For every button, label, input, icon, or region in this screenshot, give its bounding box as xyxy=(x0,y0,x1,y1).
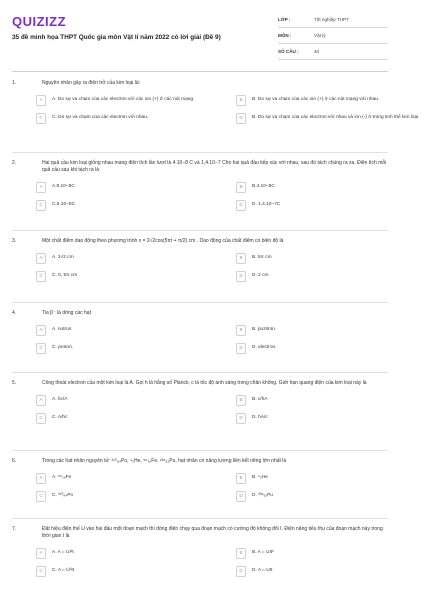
divider xyxy=(12,372,388,373)
option-key: C xyxy=(36,413,46,424)
question-2 xyxy=(12,160,388,212)
option-key: C xyxy=(36,491,46,502)
option-text: A. 2√2 cm xyxy=(52,255,74,260)
option-b[interactable] xyxy=(236,546,424,560)
option-text: C. ²¹⁰₈₄Po xyxy=(52,493,74,498)
meta-key: MÔN : xyxy=(278,33,292,38)
question-number: 1. xyxy=(12,80,17,86)
meta-key: LỚP : xyxy=(278,17,291,22)
question-number: 7. xyxy=(12,526,17,532)
worksheet-header xyxy=(12,0,388,72)
option-text: D. ²³⁸₉₂Pu xyxy=(252,493,273,498)
option-d[interactable] xyxy=(236,489,424,503)
question-4 xyxy=(12,310,388,355)
option-d[interactable] xyxy=(236,111,424,125)
option-c[interactable] xyxy=(36,564,224,578)
option-text: D. hA/c xyxy=(252,415,268,420)
question-text: Nguyên nhân gây ra điện trở của kim loại là: xyxy=(42,80,141,86)
meta-value: Vật lý xyxy=(314,33,326,38)
option-text: A.9.10−8C xyxy=(52,184,75,189)
option-text: D. A = UIt xyxy=(252,568,273,573)
option-text: C. proton. xyxy=(52,345,74,350)
option-key: A xyxy=(36,95,46,106)
question-number: 4. xyxy=(12,310,17,316)
option-key: B xyxy=(236,548,246,559)
option-b[interactable] xyxy=(236,393,424,407)
option-text: D. electron. xyxy=(252,345,277,350)
option-key: C xyxy=(36,200,46,211)
option-key: A xyxy=(36,182,46,193)
option-text: D. 2 cm xyxy=(252,273,269,278)
option-text: A. A = UI²t xyxy=(52,550,74,555)
document-title: 35 đề minh họa THPT Quốc gia môn Vật lí năm 2022 có lời giải (Đề 9) xyxy=(12,34,221,41)
divider xyxy=(12,302,388,303)
option-key: D xyxy=(236,491,246,502)
divider xyxy=(12,450,388,451)
option-text: C. Do sự va chạm của các electron với nhau. xyxy=(52,115,149,120)
option-d[interactable] xyxy=(236,564,424,578)
option-key: A xyxy=(36,548,46,559)
option-text: C. A = U²It xyxy=(52,568,74,573)
option-key: C xyxy=(36,113,46,124)
option-a[interactable] xyxy=(36,93,224,107)
option-text: B. ⁴₂He xyxy=(252,475,268,480)
question-text: Tia β⁻ là dòng các hạt xyxy=(42,310,91,316)
option-text: C. 0, 5π cm xyxy=(52,273,78,278)
option-b[interactable] xyxy=(236,93,424,107)
option-a[interactable] xyxy=(36,546,224,560)
option-text: D. 1,4.10−7C xyxy=(252,202,281,207)
option-c[interactable] xyxy=(36,198,224,212)
question-number: 2. xyxy=(12,160,17,166)
option-text: B.4.10−8C xyxy=(252,184,275,189)
divider xyxy=(12,152,388,153)
option-c[interactable] xyxy=(36,411,224,425)
option-text: C. A/hc xyxy=(52,415,68,420)
option-text: C.5.10−8C xyxy=(52,202,76,207)
option-key: D xyxy=(236,113,246,124)
option-text: B. c/hA xyxy=(252,397,268,402)
option-b[interactable] xyxy=(236,180,424,194)
option-b[interactable] xyxy=(236,323,424,337)
option-c[interactable] xyxy=(36,341,224,355)
meta-row-count xyxy=(278,44,388,60)
question-5 xyxy=(12,380,388,425)
option-key: A xyxy=(36,325,46,336)
option-a[interactable] xyxy=(36,471,224,485)
question-6 xyxy=(12,458,388,503)
meta-value: 40 xyxy=(314,49,320,54)
option-text: A. ⁵⁶₂₆Fe xyxy=(52,475,72,480)
option-key: A xyxy=(36,395,46,406)
option-key: C xyxy=(36,271,46,282)
option-key: D xyxy=(236,200,246,211)
option-key: D xyxy=(236,343,246,354)
question-7 xyxy=(12,526,388,578)
option-a[interactable] xyxy=(36,323,224,337)
option-key: D xyxy=(236,271,246,282)
option-key: B xyxy=(236,182,246,193)
question-number: 3. xyxy=(12,238,17,244)
question-text: Trong các hạt nhân nguyên tử: ²¹⁰₈₄Po, ⁴₂He, ⁵⁶₂₆Fe, ²³⁸₉₂Pu, hạt nhân có năng lượng liên kết riêng lớn nhất là xyxy=(42,458,287,464)
question-3 xyxy=(12,238,388,283)
quizizz-logo: QUIZIZZ xyxy=(12,14,67,29)
option-key: D xyxy=(236,566,246,577)
option-b[interactable] xyxy=(236,251,424,265)
meta-row-class xyxy=(278,12,388,28)
question-number: 5. xyxy=(12,380,17,386)
option-key: A xyxy=(36,253,46,264)
divider xyxy=(12,518,388,519)
question-text: Đặt hiệu điện thế U vào hai đầu một đoạn mạch thì dòng điện chạy qua đoạn mạch có cường độ không đổi I. Điện năng tiêu thụ của đoạn mạch này trong thời gian t là xyxy=(42,526,383,539)
question-text: Hai quả cầu kim loại giống nhau mang điện tích lần lượt là 4.10−8 C và 1,4.10−7 Cho hai quả đầu tiếp xúc với nhau, sau đó tách chúng ra xa. Điện tích mỗi quả cầu sau khi tách ra là xyxy=(42,160,387,173)
option-text: B. Do sự va chạm của các ion (+) ở các nút mạng với nhau. xyxy=(252,97,380,102)
option-key: B xyxy=(236,395,246,406)
option-d[interactable] xyxy=(236,341,424,355)
option-a[interactable] xyxy=(36,180,224,194)
question-number: 6. xyxy=(12,458,17,464)
meta-row-subject xyxy=(278,28,388,44)
option-key: D xyxy=(236,413,246,424)
option-key: B xyxy=(236,253,246,264)
option-b[interactable] xyxy=(236,471,424,485)
meta-value: Tốt nghiệp THPT xyxy=(314,17,349,22)
option-text: A. notron xyxy=(52,327,72,332)
meta-table xyxy=(278,12,388,60)
option-text: B. 5π cm xyxy=(252,255,272,260)
option-text: B. A = UIt² xyxy=(252,550,274,555)
option-a[interactable] xyxy=(36,393,224,407)
option-key: C xyxy=(36,343,46,354)
option-c[interactable] xyxy=(36,111,224,125)
option-a[interactable] xyxy=(36,251,224,265)
option-text: A. Do sự va chạm của các electron với các ion (+) ở các nút mạng. xyxy=(52,97,195,102)
question-text: Công thoát electron của một kim loại là A. Gọi h là hằng số Planck, c là tốc độ ánh sáng trong chân không. Giới hạn quang điện của kim loại này là xyxy=(42,380,367,386)
question-text: Một chất điểm dao động theo phương trình x = 2√2cos(5πt + π/2) cm . Dao động của chất điểm có biên độ là xyxy=(42,238,284,244)
option-text: A. hc/A xyxy=(52,397,68,402)
question-1 xyxy=(12,80,420,125)
option-d[interactable] xyxy=(236,198,424,212)
option-text: B. Do sự va chạm của các electron với nhau và ion (-) ở trong tinh thể kim loại. xyxy=(252,115,420,120)
option-text: B. pozitron. xyxy=(252,327,277,332)
option-key: B xyxy=(236,95,246,106)
option-d[interactable] xyxy=(236,269,424,283)
option-key: B xyxy=(236,325,246,336)
option-key: A xyxy=(36,473,46,484)
meta-key: SỐ CÂU : xyxy=(278,49,299,54)
divider xyxy=(12,230,388,231)
option-c[interactable] xyxy=(36,489,224,503)
option-d[interactable] xyxy=(236,411,424,425)
option-key: C xyxy=(36,566,46,577)
option-c[interactable] xyxy=(36,269,224,283)
option-key: B xyxy=(236,473,246,484)
